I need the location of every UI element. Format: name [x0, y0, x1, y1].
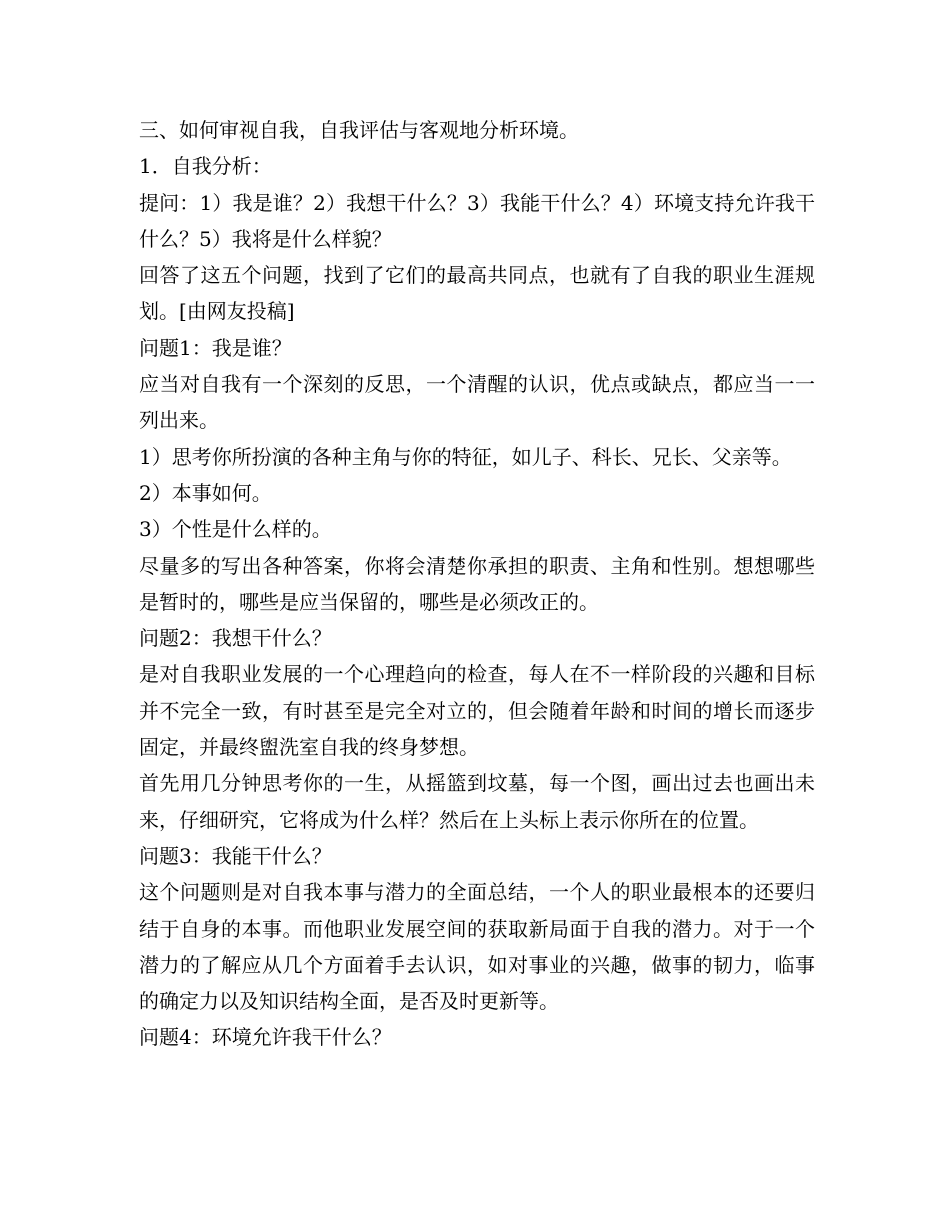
paragraph: 回答了这五个问题，找到了它们的最高共同点，也就有了自我的职业生涯规划。[由网友投稿]	[139, 263, 815, 324]
paragraph: 提问：1）我是谁？2）我想干什么？3）我能干什么？4）环境支持允许我干什么？5）我将是什么样貌？	[139, 190, 815, 251]
subsection-heading: 1．自我分析：	[139, 154, 272, 179]
paragraph: 这个问题则是对自我本事与潜力的全面总结，一个人的职业最根本的还要归结于自身的本事。而他职业发展空间的获取新局面于自我的潜力。对于一个潜力的了解应从几个方面着手去认识，如对事业的兴趣，做事的韧力，临事的确定力以及知识结构全面，是否及时更新等。	[139, 880, 815, 1014]
question-heading: 问题3：我能干什么？	[139, 843, 332, 868]
document-body	[139, 112, 815, 1056]
list-item: 2）本事如何。	[139, 480, 272, 505]
list-item: 3）个性是什么样的。	[139, 517, 332, 542]
paragraph: 应当对自我有一个深刻的反思，一个清醒的认识，优点或缺点，都应当一一列出来。	[139, 372, 815, 433]
question-heading: 问题4：环境允许我干什么？	[139, 1025, 392, 1050]
section-heading: 三、如何审视自我，自我评估与客观地分析环境。	[139, 118, 579, 142]
paragraph: 是对自我职业发展的一个心理趋向的检查，每人在不一样阶段的兴趣和目标并不完全一致，有时甚至是完全对立的，但会随着年龄和时间的增长而逐步固定，并最终盥洗室自我的终身梦想。	[139, 662, 815, 760]
question-heading: 问题2：我想干什么？	[139, 626, 332, 651]
list-item: 1）思考你所扮演的各种主角与你的特征，如儿子、科长、兄长、父亲等。	[139, 444, 792, 469]
paragraph: 首先用几分钟思考你的一生，从摇篮到坟墓，每一个图，画出过去也画出未来，仔细研究，它将成为什么样？然后在上头标上表示你所在的位置。	[139, 771, 815, 832]
question-heading: 问题1：我是谁？	[139, 335, 292, 360]
paragraph: 尽量多的写出各种答案，你将会清楚你承担的职责、主角和性别。想想哪些是暂时的，哪些是应当保留的，哪些是必须改正的。	[139, 553, 815, 614]
